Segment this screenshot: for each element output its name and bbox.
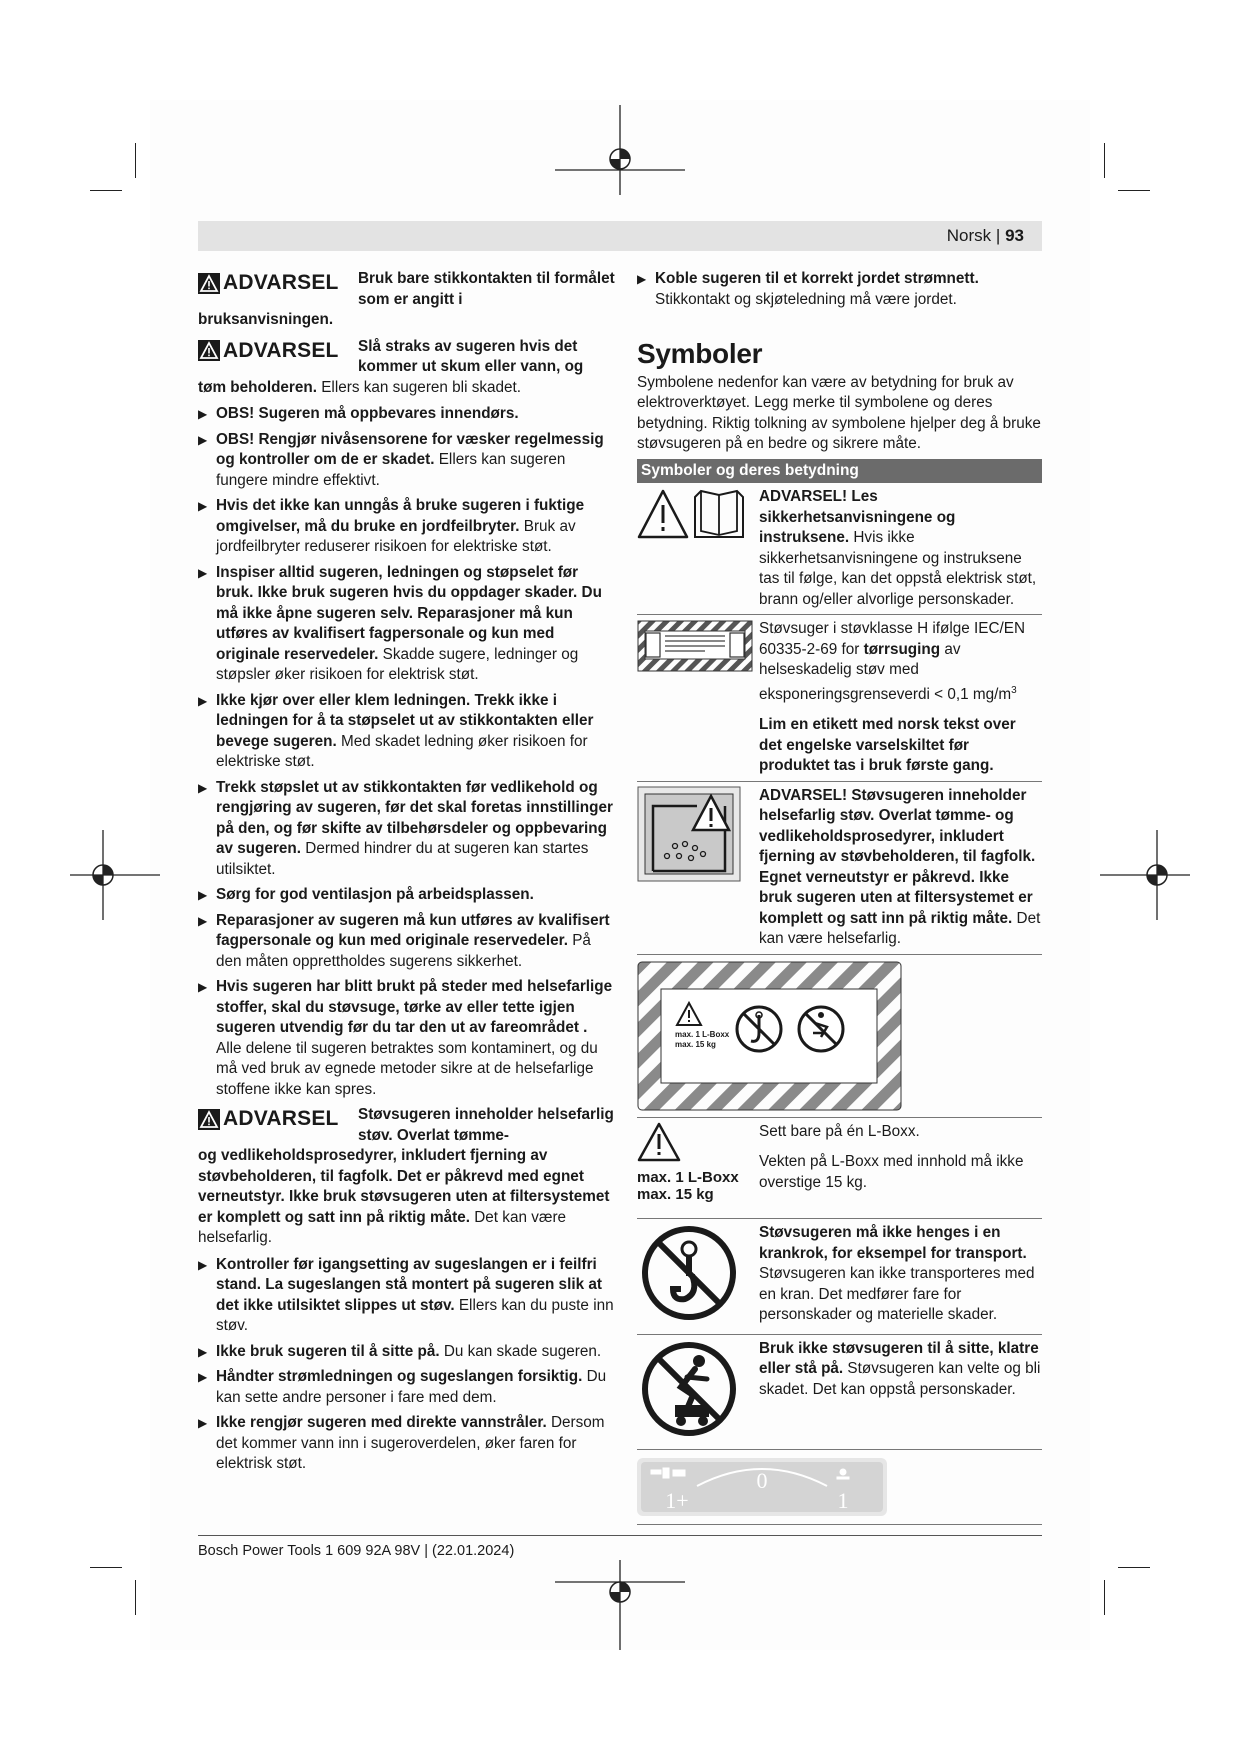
crop-mark bbox=[135, 1580, 136, 1615]
dust-class-h-label-icon bbox=[637, 619, 753, 675]
section-heading: Symboler bbox=[637, 338, 763, 369]
symbol-row bbox=[637, 1450, 1042, 1525]
list-item: ▶ Koble sugeren til et korrekt jordet strømnett. Stikkontakt og skjøteledning må være jordet. bbox=[637, 269, 1042, 310]
no-sitting-climbing-icon bbox=[637, 1339, 741, 1439]
lboxx-max-icon bbox=[637, 1122, 749, 1208]
warning-icon bbox=[198, 1109, 220, 1130]
list-item: ▶ Reparasjoner av sugeren må kun utføres av kvalifisert fagpersonale og kun med originale reservedeler. På den måten opprettholdes sugerens sikkerhet. bbox=[198, 911, 616, 973]
symbol-description: Støvsugeren må ikke henges i en krankrok, for eksempel for transport. Støvsugeren kan ikke transporteres med en kran. Det medfører fare for personskader og materielle skader. bbox=[759, 1224, 1035, 1324]
crop-mark bbox=[1104, 143, 1105, 178]
crop-mark bbox=[90, 1567, 122, 1568]
page-header bbox=[198, 221, 1042, 251]
safety-list bbox=[198, 1255, 616, 1475]
dial-left-label: 1+ bbox=[665, 1488, 689, 1514]
list-item: ▶ Kontroller før igangsetting av sugeslangen er i feilfri stand. La sugeslangen stå montert på sugeren slik at det ikke utilsiktet slippes ut støv. Ellers kan du puste inn støv. bbox=[198, 1255, 616, 1337]
header-separator: | bbox=[995, 226, 1001, 245]
list-item: ▶ OBS! Rengjør nivåsensorene for væsker regelmessig og kontroller om de er skadet. Ellers kan sugeren fungere mindre effektivt. bbox=[198, 430, 616, 492]
list-item: ▶ Trekk støpslet ut av stikkontakten før vedlikehold og rengjøring av sugeren, før det skal foretas innstillinger på den, og før skifte av tilbehørsdeler og oppbevaring av sugeren. Dermed hindrer du at sugeren kan startes utilsiktet. bbox=[198, 778, 616, 881]
list-item: ▶ Sørg for god ventilasjon på arbeidsplassen. bbox=[198, 885, 616, 906]
table-header: Symboler og deres betydning bbox=[637, 459, 1042, 484]
control-dial-panel-icon bbox=[637, 1458, 887, 1516]
list-item: ▶ OBS! Sugeren må oppbevares innendørs. bbox=[198, 404, 616, 425]
list-item: ▶ Håndter strømledningen og sugeslangen forsiktig. Du kan sette andre personer i fare med dem. bbox=[198, 1367, 616, 1408]
list-item: ▶ Ikke rengjør sugeren med direkte vannstråler. Dersom det kommer vann inn i sugeroverdelen, øker faren for elektrisk støt. bbox=[198, 1413, 616, 1475]
registration-mark-bottom bbox=[555, 1560, 685, 1650]
intro-paragraph: Symbolene nedenfor kan være av betydning for bruk av elektroverktøyet. Legg merke til symbolene og deres betydning. Riktig tolkning av symbolene hjelper deg å bruke støvsugeren på en bedre og sikrere måte. bbox=[637, 373, 1041, 452]
symbol-row bbox=[637, 1118, 1042, 1220]
dial-right-label: 1 bbox=[837, 1488, 849, 1514]
warning-label: ADVARSEL bbox=[198, 269, 358, 295]
max-weight-text: max. 15 kg bbox=[637, 1185, 714, 1203]
crop-mark bbox=[90, 190, 122, 191]
warning-rest: tøm beholderen. Ellers kan sugeren bli skadet. bbox=[198, 378, 522, 396]
page-footer: Bosch Power Tools 1 609 92A 98V | (22.01.2024) bbox=[198, 1543, 515, 1559]
warning-block bbox=[198, 1105, 616, 1146]
crop-mark bbox=[135, 143, 136, 178]
header-section: Norsk bbox=[946, 226, 992, 245]
hazardous-dust-icon bbox=[637, 786, 741, 882]
symbol-cell bbox=[637, 786, 759, 950]
warning-block bbox=[198, 337, 616, 378]
symbol-row bbox=[637, 782, 1042, 955]
symbol-description: Sett bare på én L-Boxx. Vekten på L-Boxx med innhold må ikke overstige 15 kg. bbox=[759, 1122, 1024, 1191]
crop-mark bbox=[1118, 1567, 1150, 1568]
warning-first-line: Slå straks av sugeren hvis det kommer ut skum eller vann, og bbox=[358, 337, 584, 375]
dial-zero-label: 0 bbox=[756, 1468, 768, 1494]
registration-mark-right bbox=[1100, 830, 1190, 920]
right-column bbox=[637, 269, 1042, 1525]
warning-rest: og vedlikeholdsprosedyrer, inkludert fjerning av støvbeholderen, til fagfolk. Det er påkrevd med egnet verneutstyr. Ikke bruk støvsugeren uten at filtersystemet er komplett og satt inn på riktig måte. Det kan være helsefarlig. bbox=[198, 1147, 610, 1246]
symbol-description: ADVARSEL! Støvsugeren inneholder helsefarlig støv. Overlat tømme- og vedlikeholdsprosedyrer, inkludert fjerning av støvbeholderen, til fagfolk. Egnet verneutstyr er påkrevd. Ikke bruk sugeren uten at filtersystemet er komplett og satt inn på riktig måte. Det kan være helsefarlig. bbox=[759, 786, 1041, 948]
page-number: 93 bbox=[1005, 226, 1024, 245]
max-lboxx-text: max. 1 L-Boxx bbox=[637, 1168, 739, 1186]
symbol-description: Støvsuger i støvklasse H ifølge IEC/EN 60335-2-69 for tørrsuging av helseskadelig støv med eksponeringsgrenseverdi < 0,1 $mg/m^3$ Lim en etikett med norsk tekst over det engelske varselskiltet før produktet tas i bruk første gang. bbox=[759, 620, 1026, 775]
list-item: ▶ Inspiser alltid sugeren, ledningen og støpselet før bruk. Ikke bruk sugeren hvis du oppdager skader. Du må ikke åpne sugeren selv. Reparasjoner må kun utføres av kvalifisert fagpersonale og kun med originale reservedeler. Skadde sugere, ledninger og støpsler øker risikoen for elektrisk støt. bbox=[198, 563, 616, 686]
warning-block bbox=[198, 269, 616, 310]
symbol-cell bbox=[637, 1339, 759, 1446]
warning-rest: bruksanvisningen. bbox=[198, 311, 334, 328]
symbol-description: ADVARSEL! Les sikkerhetsanvisningene og instruksene. Hvis ikke sikkerhetsanvisningene og instruksene tas til følge, kan det oppstå elektrisk støt, brann og/eller alvorlige personskader. bbox=[759, 488, 1037, 608]
symbol-row bbox=[637, 1335, 1042, 1451]
symbol-cell bbox=[637, 619, 759, 777]
list-item: ▶ Hvis sugeren har blitt brukt på steder med helsefarlige stoffer, skal du støvsuge, tørke av eller tette igjen sugeren utvendig før du tar den ut av fareområdet . Alle delene til sugeren betraktes som kontaminert, og du må ved bruk av egnede metoder sikre at de helsefarlige stoffene ikke kan spres. bbox=[198, 977, 616, 1100]
symbol-description: Bruk ikke støvsugeren til å sitte, klatre eller stå på. Støvsugeren kan velte og bli skadet. Det kan oppstå personskader. bbox=[759, 1339, 1041, 1398]
list-item: ▶ Ikke kjør over eller klem ledningen. Trekk ikke i ledningen for å ta støpselet ut av stikkontakten eller bevege sugeren. Med skadet ledning øker risikoen for elektriske støt. bbox=[198, 691, 616, 773]
registration-mark-left bbox=[70, 830, 160, 920]
warning-first-line: Bruk bare stikkontakten til formålet som er angitt i bbox=[358, 270, 615, 308]
warning-label: ADVARSEL bbox=[198, 337, 358, 363]
list-item: ▶ Hvis det ikke kan unngås å bruke sugeren i fuktige omgivelser, må du bruke en jordfeilbryter. Bruk av jordfeilbryter reduserer risikoen for elektriske støt. bbox=[198, 496, 616, 558]
symbol-cell bbox=[637, 487, 759, 610]
symbol-row bbox=[637, 483, 1042, 615]
list-item: ▶ Ikke bruk sugeren til å sitte på. Du kan skade sugeren. bbox=[198, 1342, 616, 1363]
warning-first-line: Støvsugeren inneholder helsefarlig støv. Overlat tømme- bbox=[358, 1106, 614, 1144]
lboxx-warning-label-icon bbox=[637, 961, 902, 1111]
header-text bbox=[947, 226, 1024, 246]
symbol-row bbox=[637, 615, 1042, 782]
symbol-cell bbox=[637, 1122, 759, 1215]
warning-icon bbox=[198, 273, 220, 294]
label-max-weight: max. 15 kg bbox=[675, 1039, 716, 1049]
crop-mark bbox=[1104, 1580, 1105, 1615]
safety-list bbox=[198, 404, 616, 1100]
read-manual-icon bbox=[637, 487, 749, 543]
label-max-lboxx: max. 1 L-Boxx bbox=[675, 1029, 730, 1039]
symbol-row bbox=[637, 955, 1042, 1118]
warning-label: ADVARSEL bbox=[198, 1105, 358, 1131]
footer-rule bbox=[198, 1535, 1042, 1536]
symbol-row bbox=[637, 1219, 1042, 1335]
symbol-cell bbox=[637, 1223, 759, 1330]
safety-list bbox=[637, 269, 1042, 310]
left-column bbox=[198, 269, 616, 1480]
no-crane-hook-icon bbox=[637, 1223, 741, 1323]
registration-mark-top bbox=[555, 105, 685, 195]
crop-mark bbox=[1118, 190, 1150, 191]
warning-icon bbox=[198, 340, 220, 361]
